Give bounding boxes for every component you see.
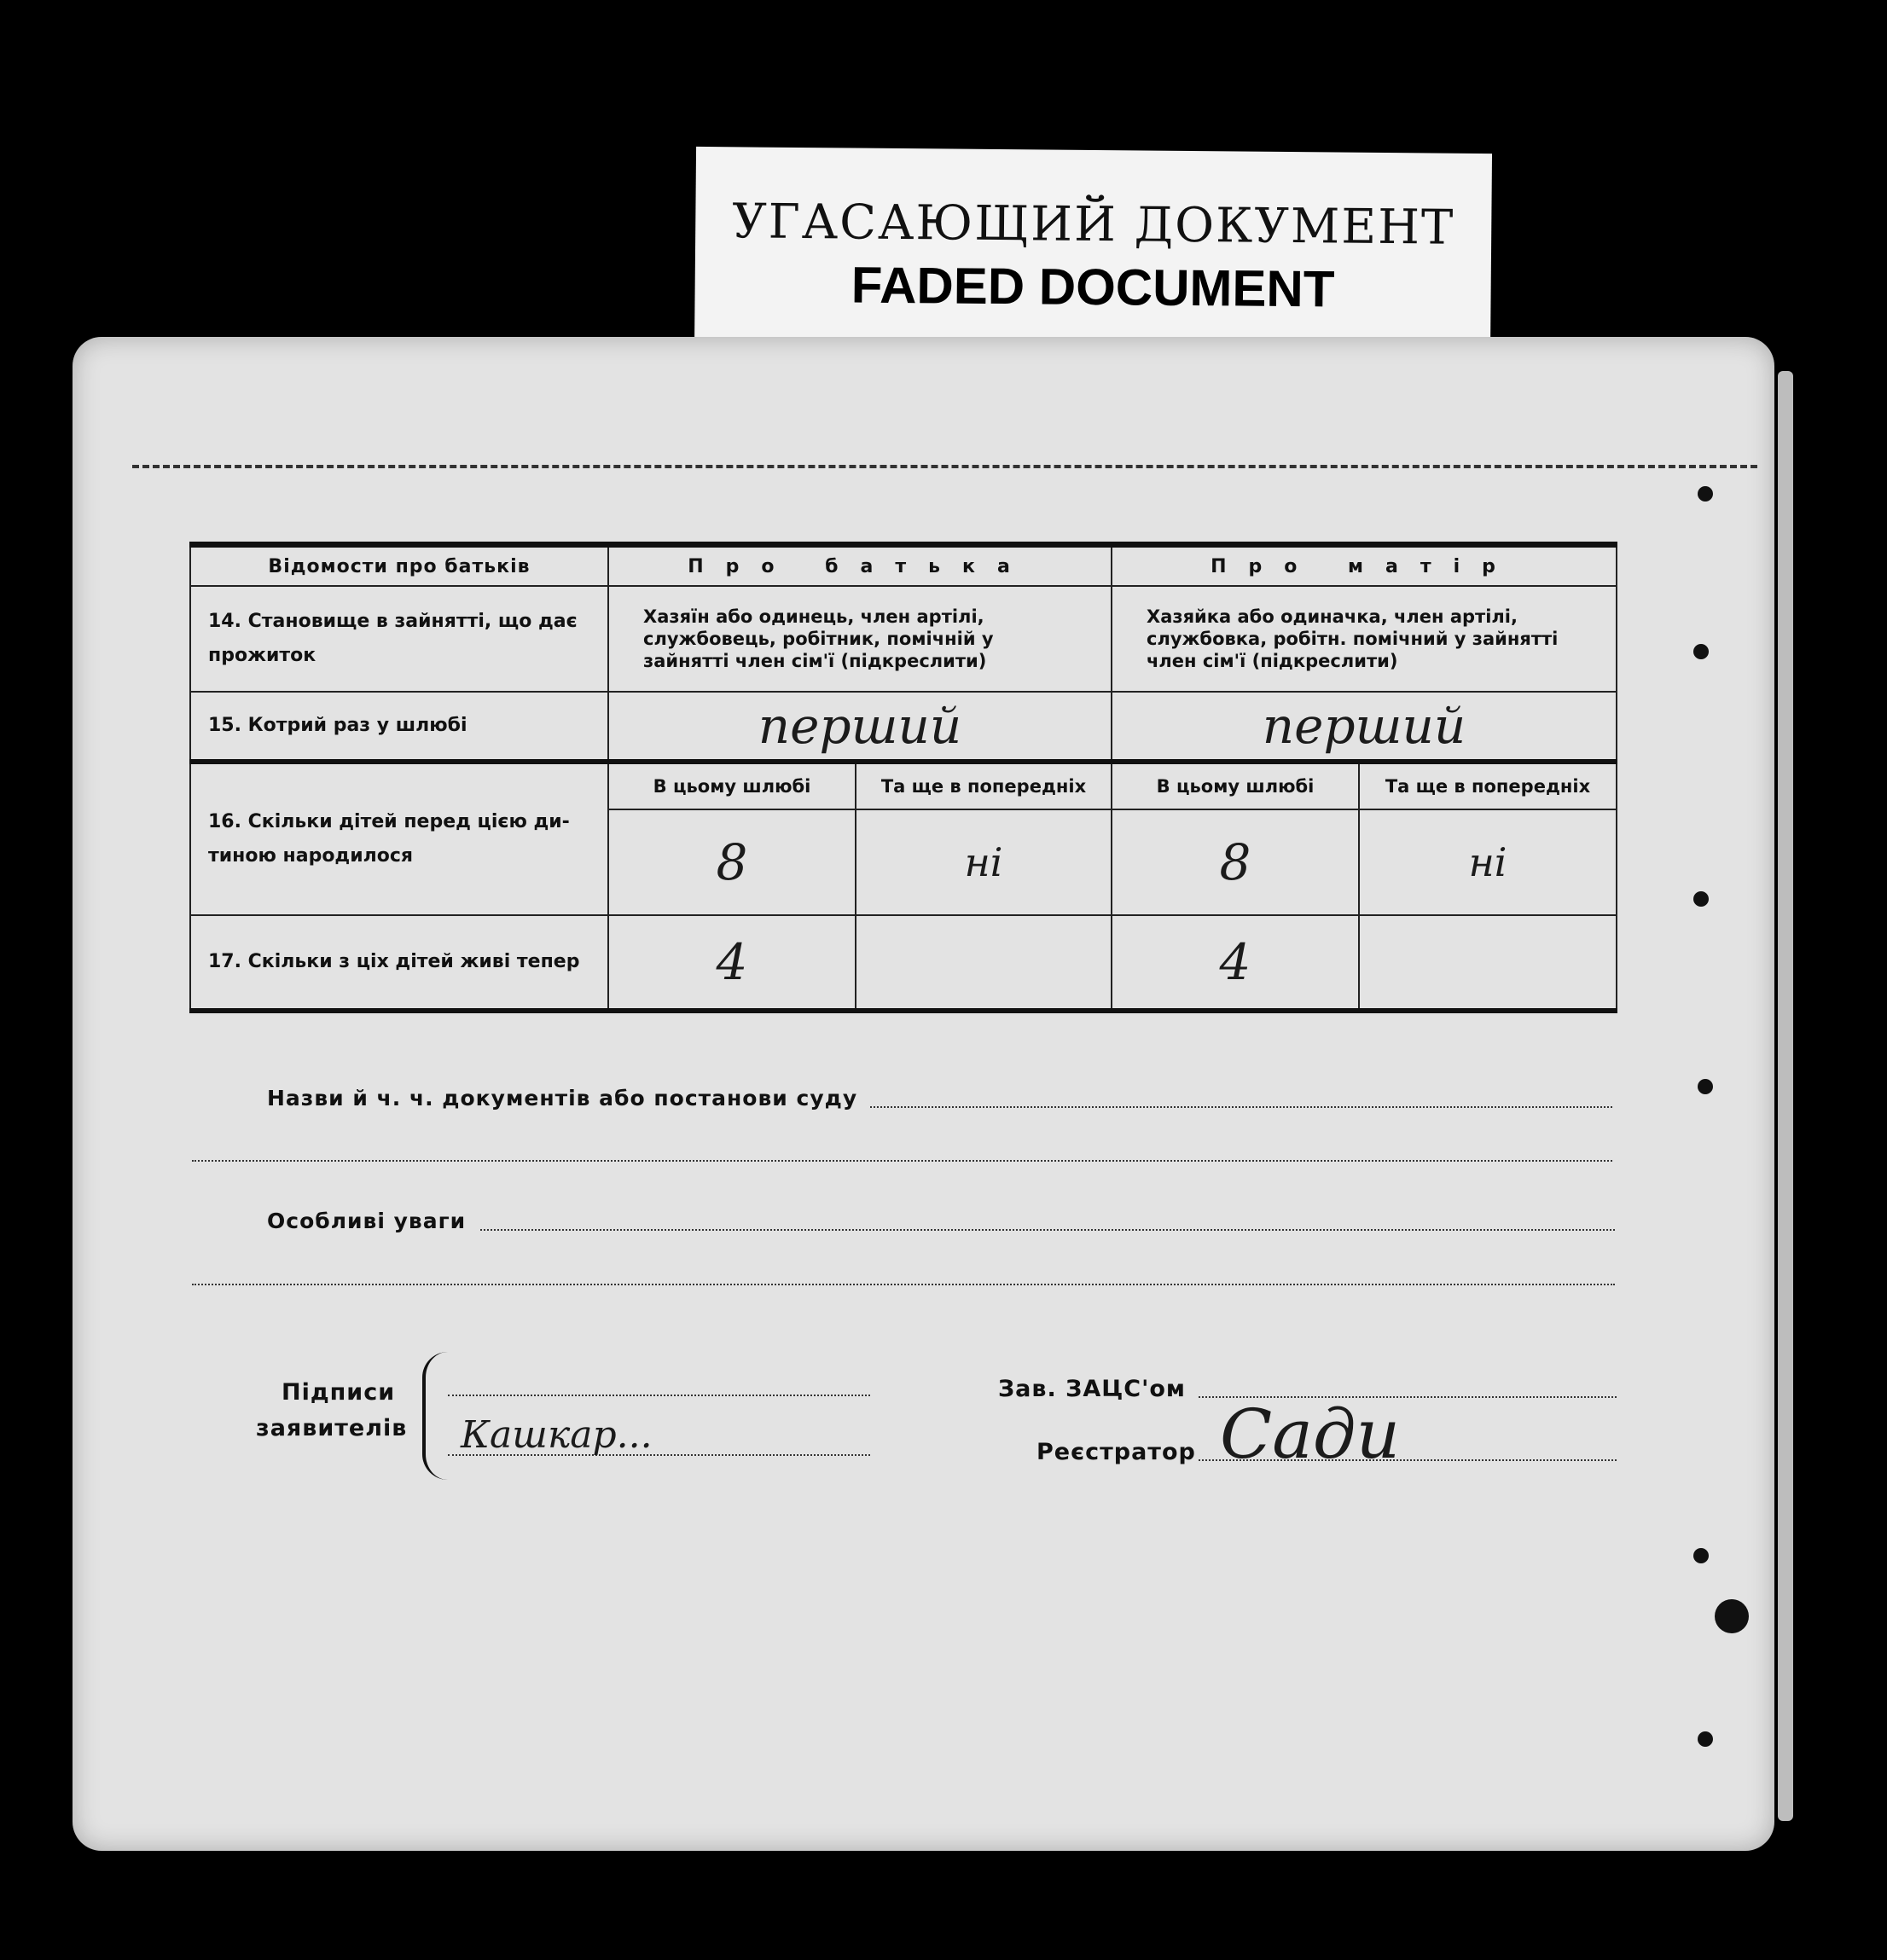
subheader-father-prev: Та ще в попередніх bbox=[856, 762, 1112, 809]
documents-label: Назви й ч. ч. документів або постанови суду bbox=[267, 1086, 858, 1110]
father-children-alive: 4 bbox=[608, 915, 856, 1011]
registrar-signature: Сади bbox=[1220, 1395, 1401, 1474]
signature-line-1 bbox=[448, 1395, 870, 1396]
document-page bbox=[73, 337, 1774, 1851]
faded-document-label bbox=[694, 147, 1492, 358]
signatures-bracket bbox=[422, 1352, 460, 1480]
question-16 bbox=[190, 762, 608, 915]
father-marriage-count: перший bbox=[608, 692, 1112, 762]
header-about-father: Про батька bbox=[608, 545, 1112, 587]
question-17: 17. Скільки з ціх дітей живі тепер bbox=[190, 915, 608, 1011]
registrar-label: Реєстратор bbox=[1036, 1439, 1196, 1465]
binding-hole bbox=[1698, 1079, 1713, 1094]
mother-occupation-options: Хазяйка або одиначка, член артілі, службовка, робітн. помічний у зайнятті член сім'ї (підкреслити) bbox=[1112, 586, 1617, 692]
documents-line bbox=[870, 1106, 1612, 1108]
notes-line-2 bbox=[192, 1284, 1615, 1285]
mother-children-alive: 4 bbox=[1112, 915, 1359, 1011]
notes-label: Особливі уваги bbox=[267, 1209, 467, 1233]
table-row-17 bbox=[190, 915, 1617, 1011]
subheader-mother-prev: Та ще в попередніх bbox=[1359, 762, 1617, 809]
header-parents-info: Відомости про батьків bbox=[190, 545, 608, 587]
father-children-this: 8 bbox=[608, 809, 856, 915]
question-15: 15. Котрий раз у шлюбі bbox=[190, 692, 608, 762]
mother-children-prev: ні bbox=[1359, 809, 1617, 915]
perforation-line bbox=[132, 465, 1757, 468]
documents-line-2 bbox=[192, 1160, 1612, 1162]
binding-hole bbox=[1693, 891, 1709, 907]
notes-line bbox=[480, 1229, 1615, 1231]
header-about-mother: Про матір bbox=[1112, 545, 1617, 587]
subheader-mother-this: В цьому шлюбі bbox=[1112, 762, 1359, 809]
question-14-line2: прожиток bbox=[208, 645, 316, 666]
table-row-15 bbox=[190, 692, 1617, 762]
label-english-text: FADED DOCUMENT bbox=[851, 256, 1335, 318]
binding-hole bbox=[1698, 486, 1713, 502]
question-16-line2: тиною народилося bbox=[208, 845, 414, 867]
label-russian-text: УГАСАЮЩИЙ ДОКУМЕНТ bbox=[731, 194, 1455, 256]
head-label: Зав. ЗАЦС'ом bbox=[998, 1376, 1186, 1402]
applicant-signature: Кашкар... bbox=[461, 1413, 653, 1457]
signatures-label-line1: Підписи bbox=[282, 1379, 396, 1406]
binding-hole bbox=[1693, 1548, 1709, 1563]
father-children-prev: ні bbox=[856, 809, 1112, 915]
table-subheader-row bbox=[190, 762, 1617, 809]
binding-hole bbox=[1693, 644, 1709, 659]
binding-hole bbox=[1698, 1731, 1713, 1747]
question-16-line1: 16. Скільки дітей перед цією ди- bbox=[208, 811, 570, 832]
question-14 bbox=[190, 586, 608, 692]
father-children-alive-prev bbox=[856, 915, 1112, 1011]
question-14-line1: 14. Становище в зайнятті, що дає bbox=[208, 611, 578, 632]
mother-marriage-count: перший bbox=[1112, 692, 1617, 762]
table-row-14 bbox=[190, 586, 1617, 692]
father-occupation-options: Хазяїн або одинець, член артілі, службовець, робітник, помічній у зайнятті член сім'ї (підкреслити) bbox=[608, 586, 1112, 692]
signatures-label-line2: заявителів bbox=[256, 1415, 408, 1441]
mother-children-alive-prev bbox=[1359, 915, 1617, 1011]
mother-children-this: 8 bbox=[1112, 809, 1359, 915]
subheader-father-this: В цьому шлюбі bbox=[608, 762, 856, 809]
binding-hole bbox=[1715, 1599, 1749, 1633]
parents-info-table bbox=[189, 542, 1617, 1013]
table-header-row bbox=[190, 545, 1617, 587]
